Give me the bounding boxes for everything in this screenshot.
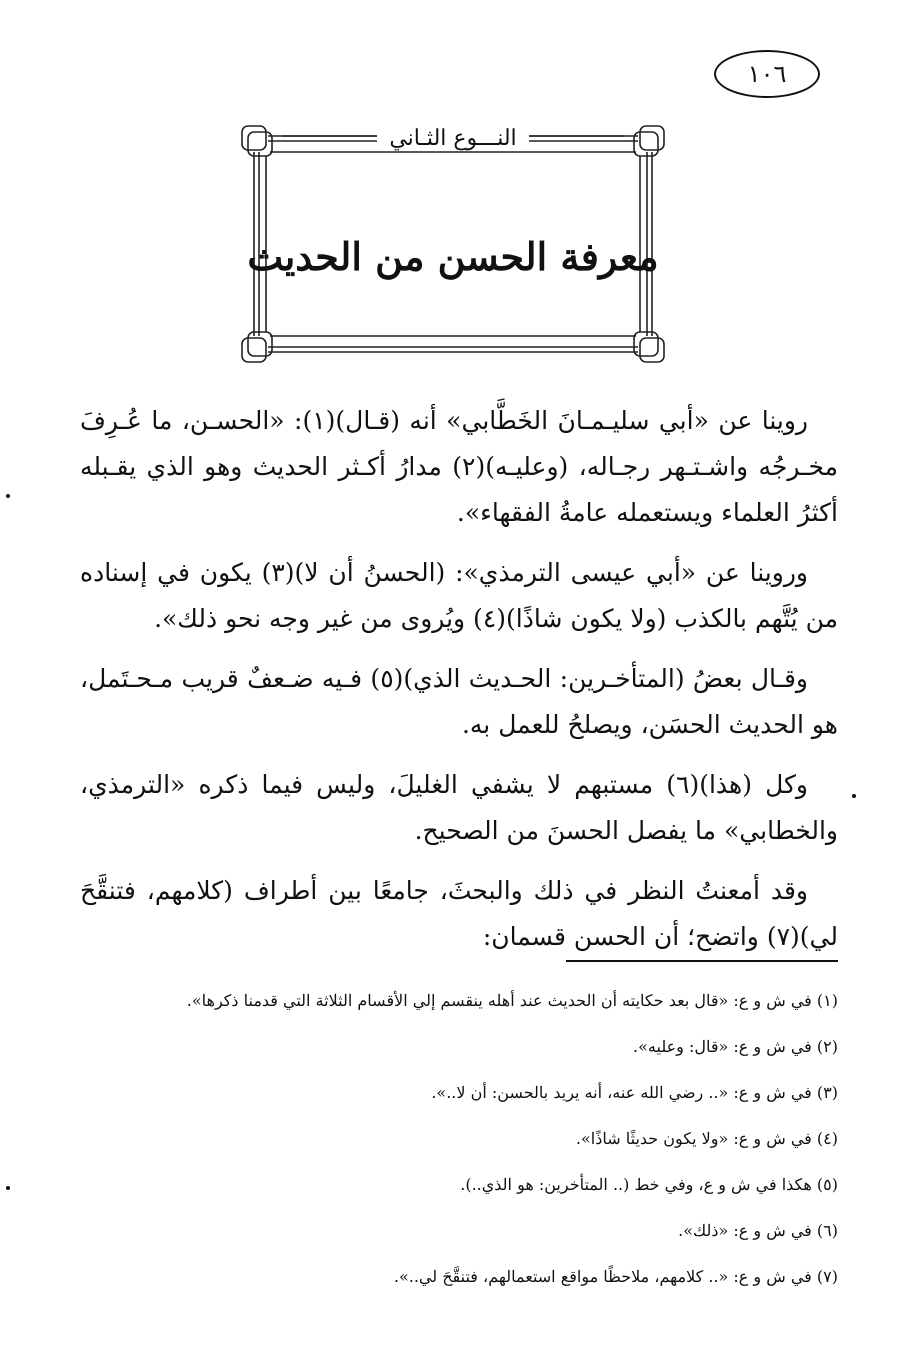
- paragraph: وكل (هذا)(٦) مستبهم لا يشفي الغليلَ، وليس فيما ذكره «الترمذي، والخطابي» ما يفصل الحسنَ من الصحيح.: [80, 770, 838, 845]
- footnote: (٥) هكذا في ش و ع، وفي خط (.. المتأخرين: هو الذي..).: [460, 1175, 838, 1194]
- footnote: (٦) في ش و ع: «ذلك».: [678, 1221, 838, 1240]
- section-label: النـــوع الثـاني: [238, 126, 668, 151]
- footnote: (٢) في ش و ع: «قال: وعليه».: [633, 1037, 838, 1056]
- paragraph: وروينا عن «أبي عيسى الترمذي»: (الحسنُ أن لا)(٣) يكون في إسناده من يُتَّهم بالكذب (ولا يكون شاذًا)(٤) ويُروى من غير وجه نحو ذلك».: [80, 558, 838, 633]
- footnote: (٤) في ش و ع: «ولا يكون حديثًا شاذًا».: [575, 1129, 838, 1148]
- scan-margin-mark: [6, 494, 10, 498]
- footnote: (١) في ش و ع: «قال بعد حكايته أن الحديث عند أهله ينقسم إلي الأقسام الثلاثة التي قدمنا ذكرها».: [186, 991, 838, 1010]
- body-text: [80, 398, 838, 974]
- paragraph: وقد أمعنتُ النظر في ذلك والبحثَ، جامعًا بين أطراف (كلامهم، فتنقَّحَ لي)(٧) واتضح؛ أن الحسن قسمان:: [80, 876, 838, 951]
- section-title: معرفة الحسن من الحديث: [247, 234, 659, 279]
- footnote: (٧) في ش و ع: «.. كلامهم، ملاحظًا مواقع استعمالهم، فتنقَّحَ لي..».: [393, 1267, 838, 1286]
- paragraph: وقـال بعضُ (المتأخـرين: الحـديث الذي)(٥) فـيه ضـعفٌ قريب مـحـتَمل، هو الحديث الحسَن، ويصلحُ للعمل به.: [80, 664, 838, 739]
- paragraph: روينا عن «أبي سليـمـانَ الخَطَّابي» أنه (قـال)(١): «الحسـن، ما عُـرِفَ مخـرجُه واشـتـهر رجـاله، (وعليـه)(٢) مدارُ أكـثر الحديث وهو الذي يقـبله أكثرُ العلماء ويستعمله عامةُ الفقهاء».: [80, 406, 838, 527]
- footnote-divider: [566, 960, 838, 962]
- footnote: (٣) في ش و ع: «.. رضي الله عنه، أنه يريد بالحسن: أن لا..».: [431, 1083, 838, 1102]
- title-frame: [238, 122, 668, 366]
- page-number: ١٠٦: [714, 50, 820, 98]
- footnotes: [80, 978, 838, 1300]
- scan-margin-mark: [852, 794, 856, 798]
- scan-margin-mark: [6, 1186, 10, 1190]
